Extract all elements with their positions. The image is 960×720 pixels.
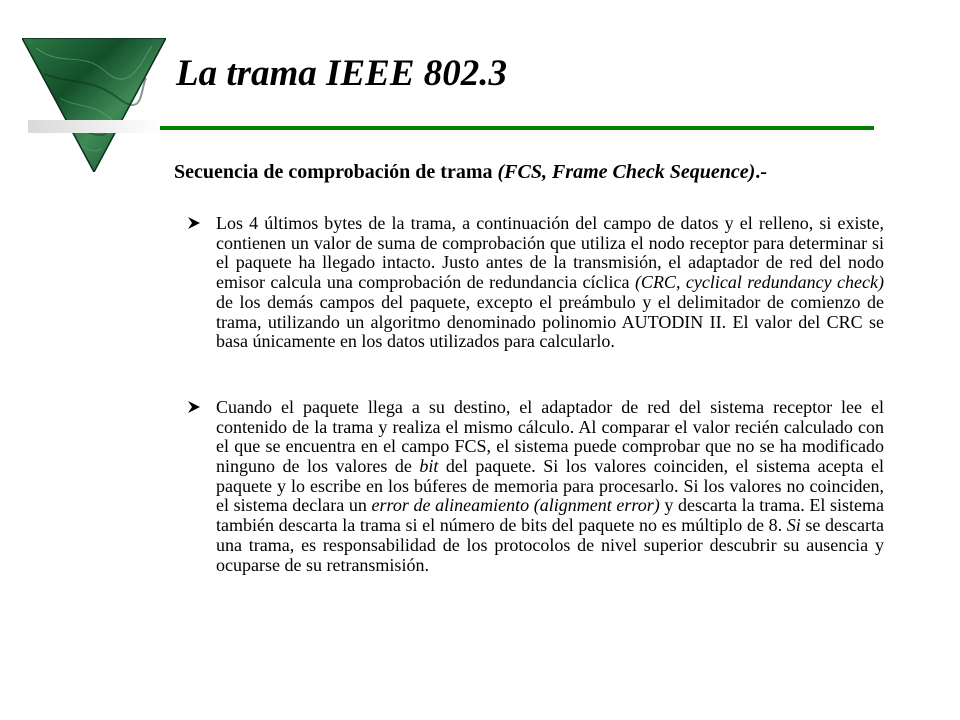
arrowhead-icon bbox=[187, 400, 201, 414]
bullet-1-text-a: Los 4 últimos bytes de la trama, a continuación del campo de datos y el relleno, si existe, contienen un valor de suma de comprobación que utiliza el nodo receptor para determinar si el paquete ha llegado intacto. Justo antes de la transmisión, el adaptador de red del nodo emisor calcula una comprobación de redundancia cíclica bbox=[216, 213, 884, 293]
bullet-2-italic-alignment-error: error de alineamiento (alignment error) bbox=[371, 495, 660, 516]
logo-shadow-bar bbox=[28, 120, 164, 133]
section-heading bbox=[174, 160, 884, 184]
bullet-2-text-d: se descarta una trama, es responsabilidad de los protocolos de nivel superior descubrir su ausencia y ocuparse de su retransmisión. bbox=[216, 515, 885, 575]
bullet-1-text-b: de los demás campos del paquete, excepto el preámbulo y el delimitador de comienzo de trama, utilizando un algoritmo denominado polinomio AUTODIN II. El valor del CRC se basa únicamente en los datos utilizados para calcularlo. bbox=[216, 291, 884, 352]
bullet-2-text-b: del paquete. Si los valores coinciden, el sistema acepta el paquete y lo escribe en los búferes de memoria para procesarlo. Si los valores no coinciden, el sistema declara un bbox=[216, 456, 885, 516]
bullet-list bbox=[186, 214, 884, 575]
bullet-2-italic-bit: bit bbox=[419, 456, 439, 477]
heading-bold-text: Secuencia de comprobación de trama bbox=[174, 161, 498, 183]
heading-italic-text: (FCS, Frame Check Sequence) bbox=[497, 161, 756, 183]
green-marble-triangle-icon bbox=[22, 38, 166, 172]
slide-title: La trama IEEE 802.3 bbox=[176, 53, 507, 94]
heading-tail-text: .- bbox=[755, 161, 767, 183]
bullet-2-italic-si: Si bbox=[786, 515, 801, 536]
bullet-item-fcs-bytes bbox=[186, 214, 884, 352]
bullet-1-italic-crc: (CRC, cyclical redundancy check) bbox=[634, 272, 884, 293]
bullet-2-text-c: y descarta la trama. El sistema también descarta la trama si el número de bits del paquete no es múltiplo de 8. bbox=[216, 495, 884, 536]
bullet-2-text-a: Cuando el paquete llega a su destino, el adaptador de red del sistema receptor lee el contenido de la trama y realiza el mismo cálculo. Al comparar el valor recién calculado con el que se encuentra en el campo FCS, el sistema puede comprobar que no se ha modificado ninguno de los valores de bbox=[216, 396, 884, 477]
title-underline-rule bbox=[160, 126, 874, 130]
arrowhead-icon bbox=[187, 216, 201, 230]
bullet-item-destination bbox=[186, 398, 884, 575]
